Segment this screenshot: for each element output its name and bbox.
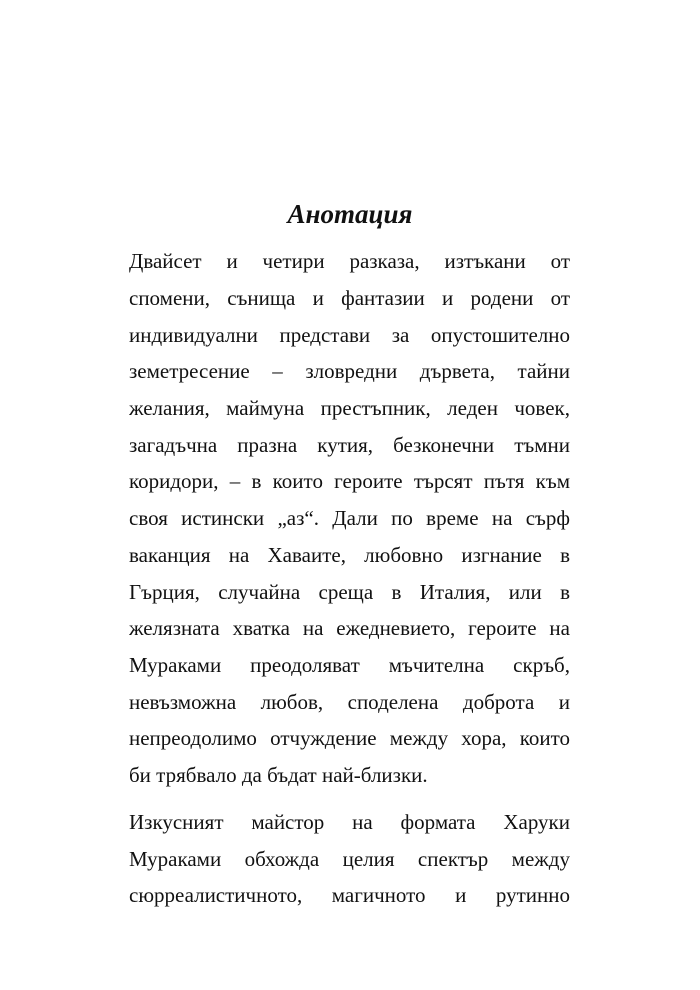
text-line: невъзможна любов, споделена доброта и [129,690,570,714]
text-line: коридори, – в които героите търсят пътя към [129,469,570,493]
text-line: загадъчна празна кутия, безконечни тъмни [129,433,570,457]
text-line: своя истински „аз“. Дали по време на сърф [129,506,570,530]
text-line: желания, маймуна престъпник, леден човек, [129,396,570,420]
text-line: ваканция на Хаваите, любовно изгнание в [129,543,570,567]
text-line: Двайсет и четири разказа, изтъкани от [129,249,570,273]
text-line-last: би трябвало да бъдат най-близки. [129,763,428,787]
text-line: спомени, сънища и фантазии и родени от [129,286,570,310]
text-line: индивидуални представи за опустошително [129,323,570,347]
text-line: Изкусният майстор на формата Харуки [129,810,570,834]
text-line: желязната хватка на ежедневието, героите на [129,616,570,640]
page-title: Анотация [287,199,413,229]
text-line: сюрреалистичното, магичното и рутинно [129,883,570,907]
text-line: Мураками преодоляват мъчителна скръб, [129,653,570,677]
text-line: непреодолимо отчуждение между хора, които [129,726,570,750]
text-line: земетресение – зловредни дървета, тайни [129,359,570,383]
text-line: Гърция, случайна среща в Италия, или в [129,580,570,604]
text-line: Мураками обхожда целия спектър между [129,847,570,871]
